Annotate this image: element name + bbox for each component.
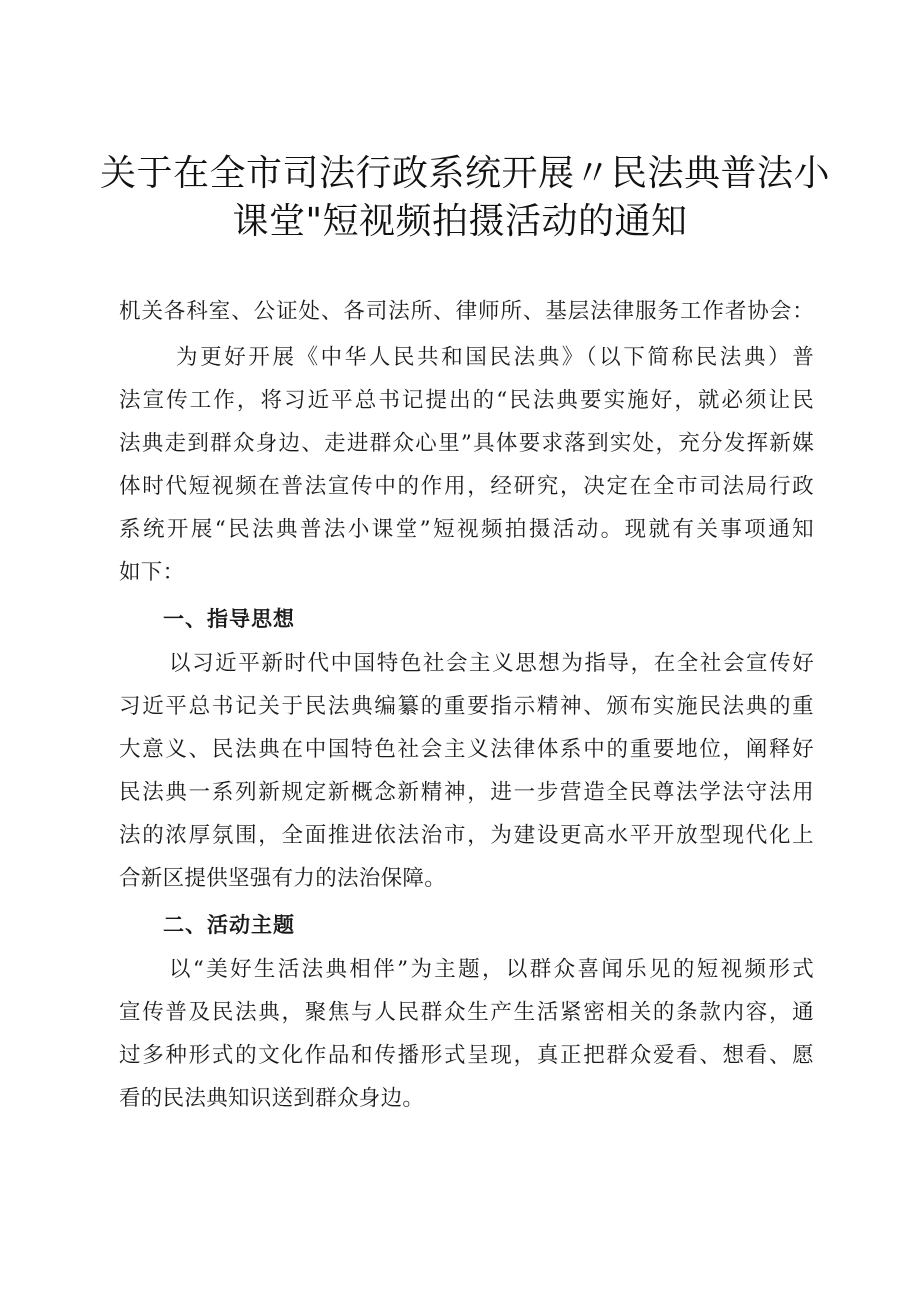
paragraph-line: 习近平总书记关于民法典编纂的重要指示精神、颁布实施民法典的重 xyxy=(119,694,814,719)
paragraph-line: 以习近平新时代中国特色社会主义思想为指导，在全社会宣传好 xyxy=(169,651,814,676)
paragraph-line: 以“美好生活法典相伴”为主题，以群众喜闻乐见的短视频形式 xyxy=(169,957,814,982)
document-title xyxy=(100,150,831,246)
paragraph-line: 过多种形式的文化作品和传播形式呈现，真正把群众爱看、想看、愿 xyxy=(119,1043,814,1068)
guiding-ideology-paragraph xyxy=(119,642,814,900)
paragraph-line: 系统开展“民法典普法小课堂”短视频拍摄活动。现就有关事项通知 xyxy=(119,517,814,542)
paragraph-line: 法典走到群众身边、走进群众心里”具体要求落到实处，充分发挥新媒 xyxy=(119,431,814,456)
title-line-1: 关于在全市司法行政系统开展〃民法典普法小 xyxy=(100,153,831,194)
title-line-2: 课堂"短视频拍摄活动的通知 xyxy=(232,201,688,242)
section-heading-guiding-ideology: 一、指导思想 xyxy=(163,607,295,631)
addressee: 机关各科室、公证处、各司法所、律师所、基层法律服务工作者协会： xyxy=(119,299,814,324)
paragraph-line: 法宣传工作，将习近平总书记提出的“民法典要实施好，就必须让民 xyxy=(119,388,814,413)
paragraph-line: 体时代短视频在普法宣传中的作用，经研究，决定在全市司法局行政 xyxy=(119,474,814,499)
paragraph-line: 合新区提供坚强有力的法治保障。 xyxy=(119,866,447,891)
document-body xyxy=(119,290,814,1120)
paragraph-line: 民法典一系列新规定新概念新精神，进一步营造全民尊法学法守法用 xyxy=(119,780,814,805)
paragraph-line: 如下： xyxy=(119,560,185,585)
intro-paragraph xyxy=(119,336,814,594)
paragraph-line: 为更好开展《中华人民共和国民法典》（以下简称民法典）普 xyxy=(176,345,814,370)
activity-theme-paragraph xyxy=(119,948,814,1120)
paragraph-line: 法的浓厚氛围，全面推进依法治市，为建设更高水平开放型现代化上 xyxy=(119,823,814,848)
paragraph-line: 看的民法典知识送到群众身边。 xyxy=(119,1086,425,1111)
paragraph-line: 大意义、民法典在中国特色社会主义法律体系中的重要地位，阐释好 xyxy=(119,737,814,762)
section-heading-activity-theme: 二、活动主题 xyxy=(163,913,295,937)
paragraph-line: 宣传普及民法典，聚焦与人民群众生产生活紧密相关的条款内容，通 xyxy=(119,1000,814,1025)
